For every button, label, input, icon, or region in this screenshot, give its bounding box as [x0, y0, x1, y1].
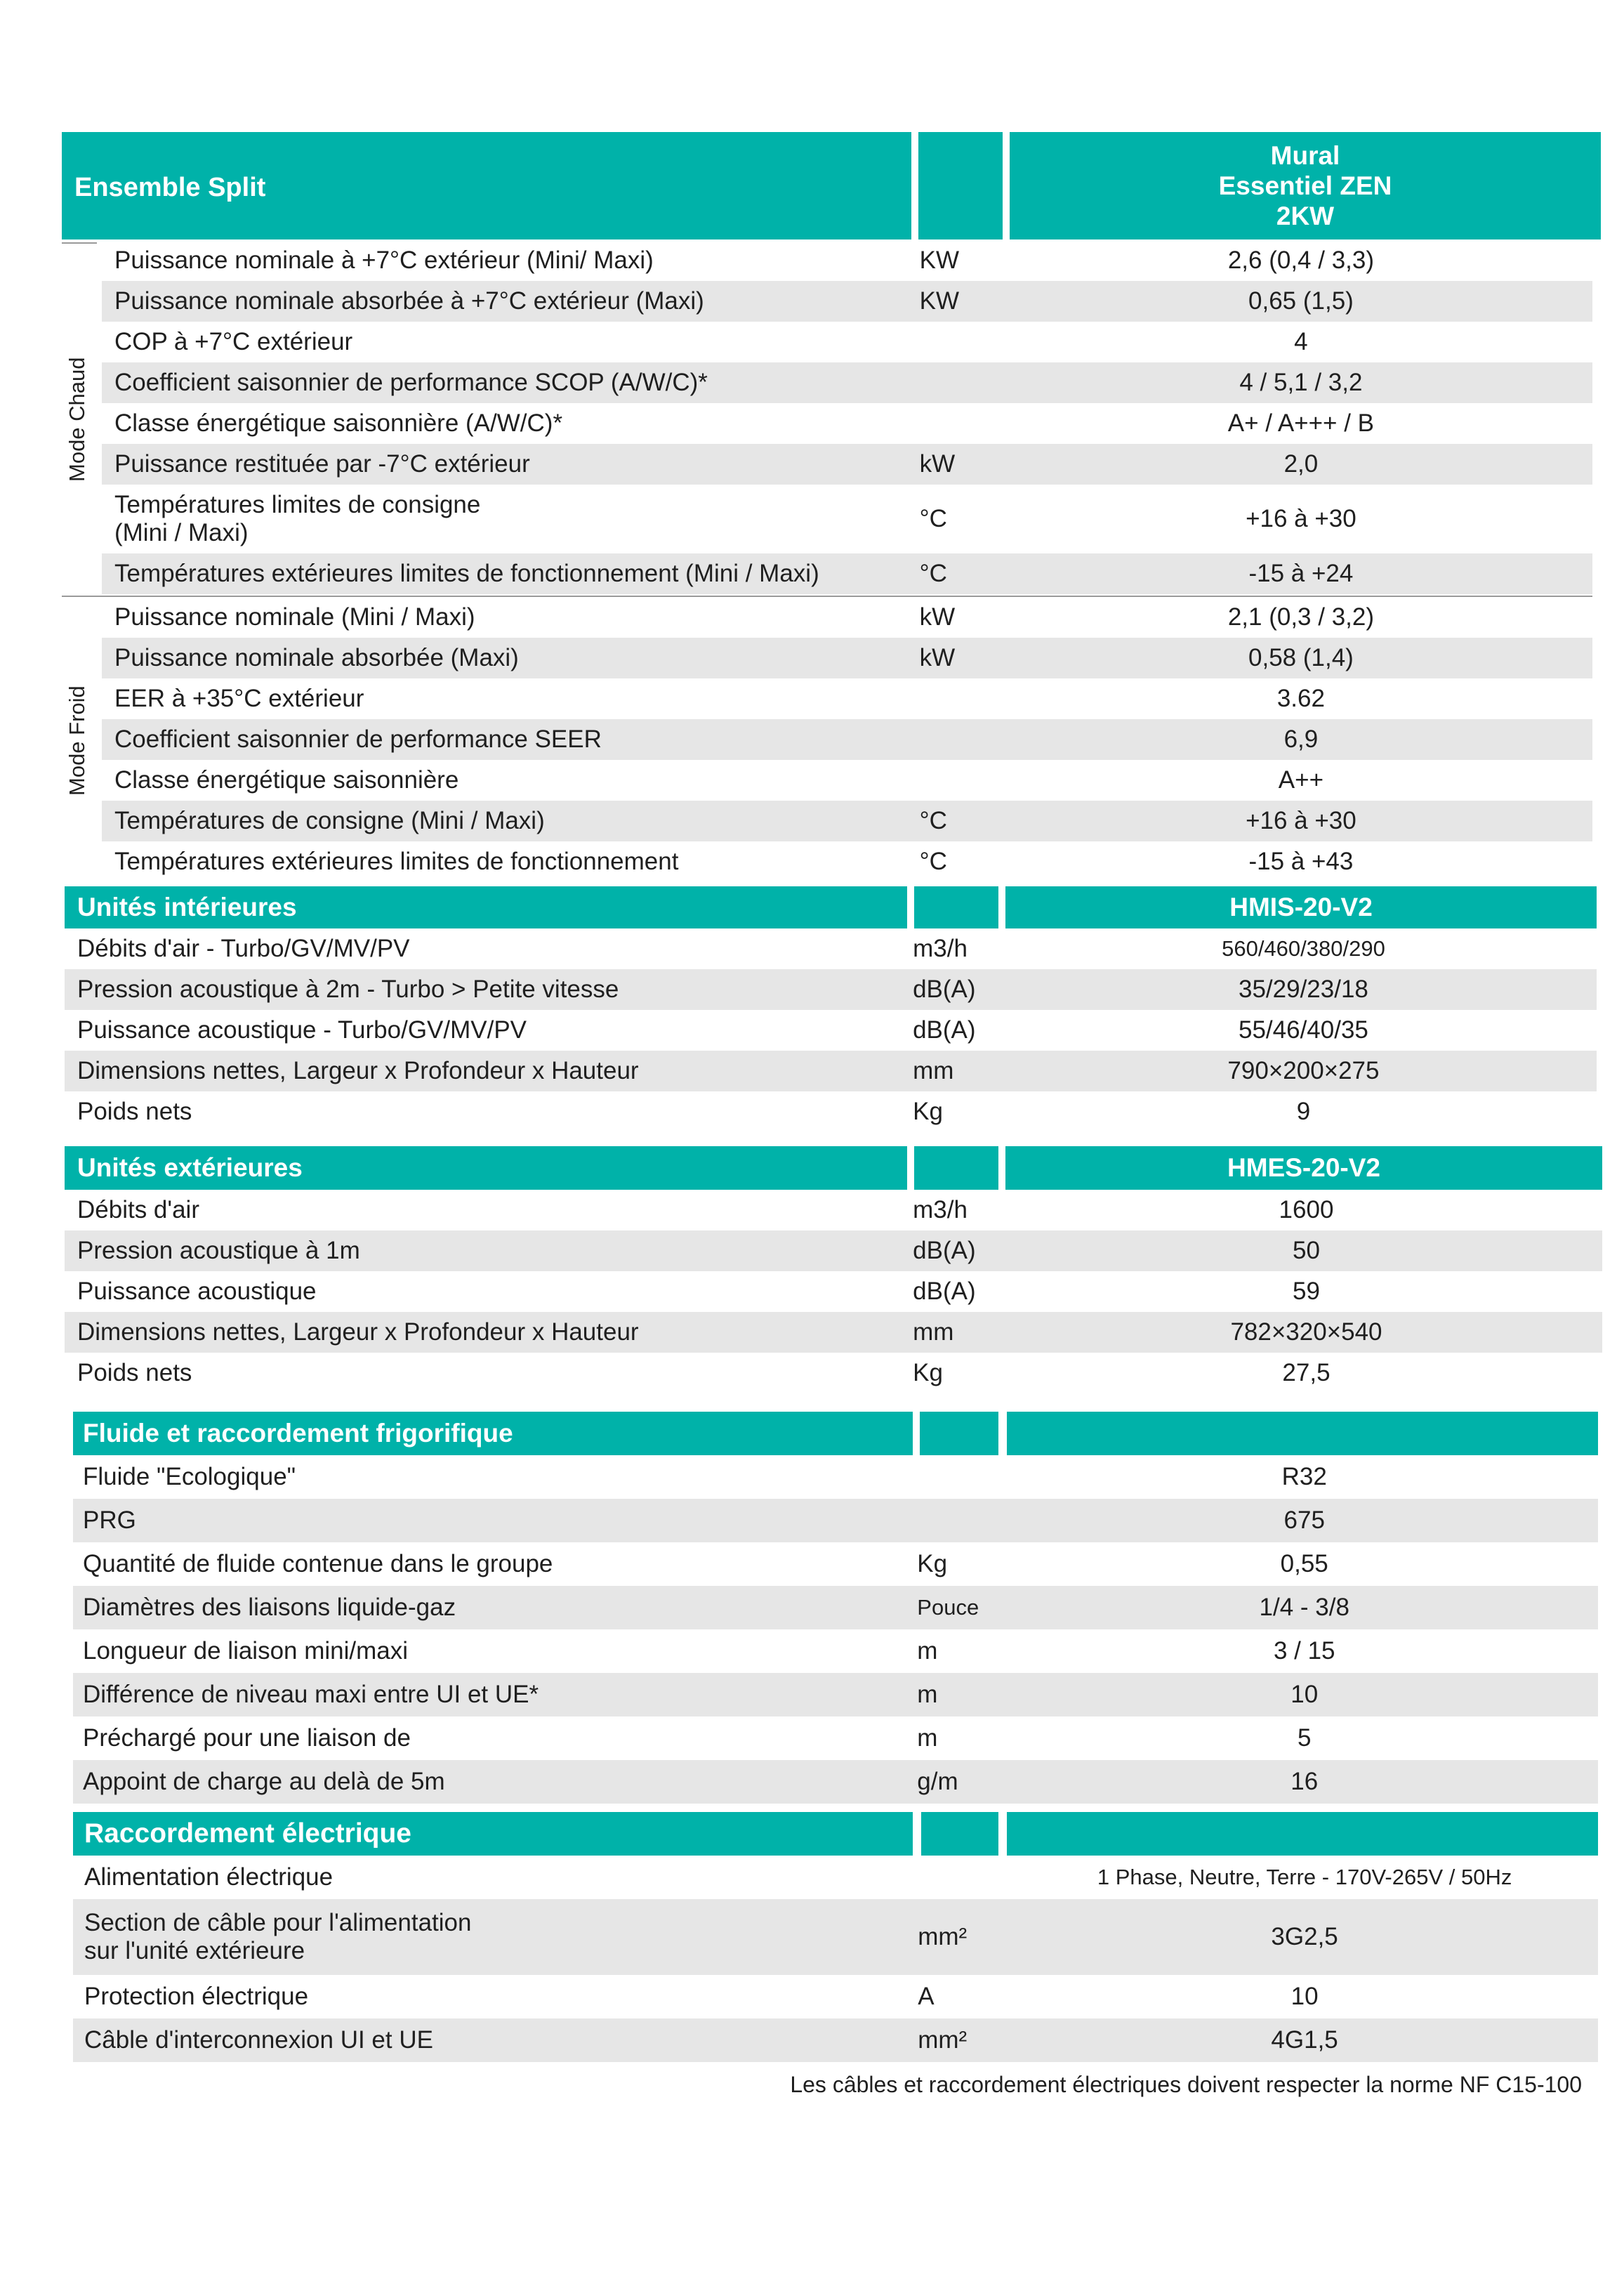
table-row: Quantité de fluide contenue dans le groupe Kg 0,55: [83, 1550, 1328, 1577]
table-row: Protection électrique A 10: [84, 1983, 1319, 2010]
table-row: Dimensions nettes, Largeur x Profondeur x Hauteur mm 790×200×275: [65, 1051, 1597, 1091]
header-gap: [911, 132, 918, 239]
header-gap: [998, 886, 1005, 928]
table-row: Pression acoustique à 2m - Turbo > Petite vitesse dB(A) 35/29/23/18: [65, 969, 1597, 1010]
table-row: Pression acoustique à 1m dB(A) 50: [65, 1230, 1602, 1271]
interieures-model: HMIS-20-V2: [1005, 886, 1597, 928]
table-row: Coefficient saisonnier de performance SCOP (A/W/C)* 4 / 5,1 / 3,2: [102, 362, 1592, 403]
table-row: Poids nets Kg 27,5: [77, 1359, 1331, 1386]
split-unit-header: [918, 132, 1003, 239]
table-row: Températures extérieures limites de fonctionnement °C -15 à +43: [114, 848, 1354, 875]
table-row: Poids nets Kg 9: [77, 1098, 1311, 1125]
footer-note: Les câbles et raccordement électriques doivent respecter la norme NF C15-100: [790, 2072, 1582, 2097]
table-row: Section de câble pour l'alimentation sur l'unité extérieure mm² 3G2,5: [73, 1899, 1598, 1975]
table-row: Puissance nominale absorbée (Maxi) kW 0,58 (1,4): [102, 638, 1592, 678]
exterieures-title: Unités extérieures: [65, 1146, 907, 1190]
table-row: Puissance acoustique - Turbo/GV/MV/PV dB(A) 55/46/40/35: [77, 1016, 1368, 1044]
table-row: Puissance nominale à +7°C extérieur (Mini/ Maxi) KW 2,6 (0,4 / 3,3): [114, 247, 1374, 274]
interieures-header: [65, 886, 1597, 928]
electrique-value-header: [1007, 1812, 1598, 1856]
exterieures-model: HMES-20-V2: [1005, 1146, 1602, 1190]
header-gap: [1003, 132, 1010, 239]
table-row: Débits d'air m3/h 1600: [77, 1196, 1334, 1223]
interieures-title: Unités intérieures: [65, 886, 907, 928]
table-row: Températures limites de consigne (Mini / Maxi) °C +16 à +30: [114, 491, 1356, 546]
mode-froid-label: Mode Froid: [65, 685, 89, 796]
model-line-1: Mural: [1270, 141, 1340, 170]
table-row: Puissance acoustique dB(A) 59: [77, 1278, 1320, 1305]
table-row: Câble d'interconnexion UI et UE mm² 4G1,5: [73, 2018, 1598, 2062]
fluide-value-header: [1007, 1412, 1598, 1455]
table-row: EER à +35°C extérieur 3.62: [114, 685, 1325, 712]
table-row: Alimentation électrique 1 Phase, Neutre, Terre - 170V-265V / 50Hz: [84, 1863, 1512, 1891]
model-line-2: Essentiel ZEN: [1218, 171, 1392, 200]
table-row: Diamètres des liaisons liquide-gaz Pouce 1/4 - 3/8: [73, 1586, 1598, 1629]
header-gap: [913, 1412, 920, 1455]
interieures-unit-header: [914, 886, 998, 928]
split-header: [62, 132, 1601, 239]
table-row: Températures de consigne (Mini / Maxi) °C +16 à +30: [102, 801, 1592, 841]
electrique-unit-header: [921, 1812, 998, 1856]
table-row: COP à +7°C extérieur 4: [114, 328, 1308, 355]
table-row: Fluide "Ecologique" R32: [83, 1463, 1327, 1490]
header-gap: [998, 1412, 1007, 1455]
split-title: Ensemble Split: [62, 132, 911, 239]
fluide-header: [73, 1412, 1598, 1455]
header-gap: [913, 1812, 921, 1856]
table-row: PRG 675: [73, 1499, 1598, 1542]
mode-chaud-bracket: [62, 242, 97, 244]
table-row: Classe énergétique saisonnière (A/W/C)* A+ / A+++ / B: [114, 409, 1375, 437]
table-row: Coefficient saisonnier de performance SEER 6,9: [102, 719, 1592, 760]
electrique-rows: [73, 1856, 1598, 2062]
exterieures-header: [65, 1146, 1602, 1190]
header-gap: [998, 1812, 1007, 1856]
fluide-title: Fluide et raccordement frigorifique: [73, 1412, 913, 1455]
table-row: Préchargé pour une liaison de m 5: [83, 1724, 1312, 1752]
table-row: Dimensions nettes, Largeur x Profondeur x Hauteur mm 782×320×540: [65, 1312, 1602, 1353]
exterieures-rows: [65, 1190, 1602, 1393]
header-gap: [907, 886, 914, 928]
exterieures-unit-header: [914, 1146, 998, 1190]
electrique-header: [73, 1812, 1598, 1856]
header-gap: [998, 1146, 1005, 1190]
table-row: Différence de niveau maxi entre UI et UE* m 10: [73, 1673, 1598, 1716]
electrique-title: Raccordement électrique: [73, 1812, 913, 1856]
table-row: Températures extérieures limites de fonctionnement (Mini / Maxi) °C -15 à +24: [102, 553, 1592, 594]
interieures-rows: [65, 928, 1597, 1132]
model-line-3: 2KW: [1276, 202, 1335, 230]
mode-chaud-label: Mode Chaud: [65, 357, 89, 483]
table-row: Longueur de liaison mini/maxi m 3 / 15: [83, 1637, 1335, 1665]
table-row: Débits d'air - Turbo/GV/MV/PV m3/h 560/460/380/290: [77, 935, 1385, 962]
header-gap: [907, 1146, 914, 1190]
split-model-header: [1010, 132, 1601, 239]
mode-froid-rows: [102, 597, 1592, 882]
fluide-rows: [73, 1455, 1598, 1804]
table-row: Appoint de charge au delà de 5m g/m 16: [73, 1760, 1598, 1804]
table-row: Puissance restituée par -7°C extérieur kW 2,0: [102, 444, 1592, 485]
fluide-unit-header: [920, 1412, 998, 1455]
mode-chaud-rows: [102, 240, 1592, 594]
table-row: Puissance nominale (Mini / Maxi) kW 2,1 (0,3 / 3,2): [114, 603, 1374, 631]
table-row: Classe énergétique saisonnière A++: [114, 766, 1324, 794]
table-row: Puissance nominale absorbée à +7°C extérieur (Maxi) KW 0,65 (1,5): [102, 281, 1592, 322]
